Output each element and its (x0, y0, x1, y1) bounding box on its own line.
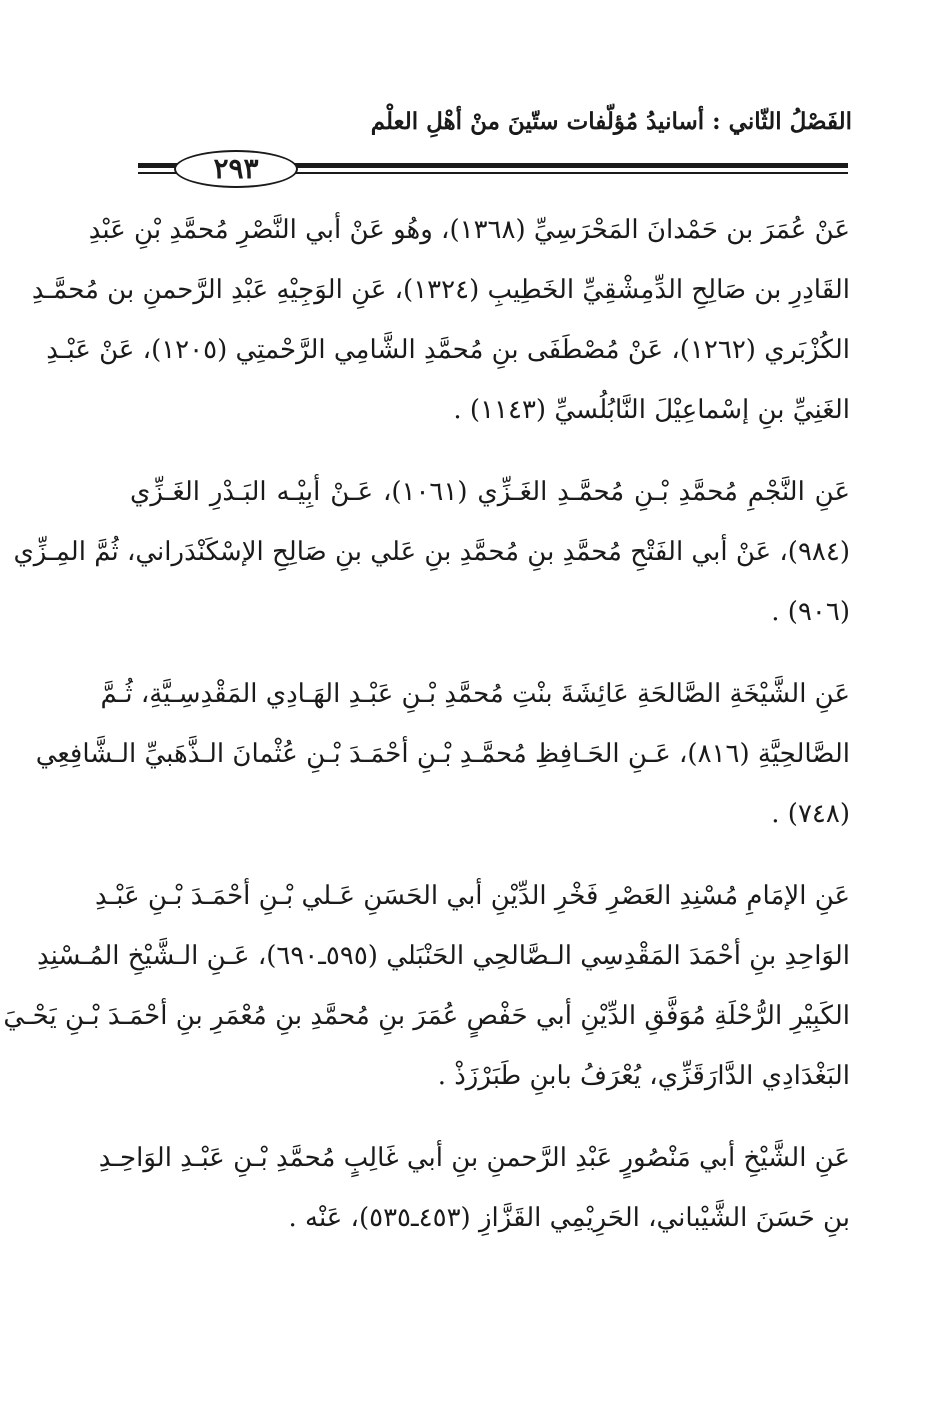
header-rule (138, 150, 848, 190)
text-line: القَادِرِ بن صَالِحِ الدِّمِشْقِيِّ الخَطِيبِ (١٣٢٤)، عَنِ الوَجِيْهِ عَبْدِ الرَّحمنِ بن مُحمَّـدِ (31, 275, 850, 305)
page-number: ٢٩٣ (174, 150, 298, 188)
text-line: (٩٨٤)، عَنْ أبي الفَتْحِ مُحمَّدِ بنِ مُحمَّدِ بنِ عَلي بنِ صَالِحِ الإسْكَنْدَراني، ثُمَّ المِـزِّي (13, 537, 850, 567)
text-line: عَنِ الإمَامِ مُسْنِدِ العَصْرِ فَخْرِ الدِّيْنِ أبي الحَسَنِ عَـلي بْـنِ أحْمَـدَ بْـنِ عَبْـدِ (94, 881, 850, 911)
paragraph-1 (31, 200, 850, 440)
text-line: عَنِ الشَّيْخِ أبي مَنْصُورٍ عَبْدِ الرَّحمنِ بنِ أبي غَالِبٍ مُحمَّدِ بْـنِ عَبْـدِ الوَاحِـدِ (98, 1143, 850, 1173)
running-header: الفَصْلُ الثّاني : أسانيدُ مُؤلّفات ستّينَ منْ أهْلِ العلْم (370, 108, 852, 135)
text-line: الغَنِيِّ بنِ إسْماعِيْلَ النَّابُلُسيِّ (١١٤٣) . (453, 395, 850, 425)
body-text (3, 200, 850, 1270)
text-line: الصَّالحِيَّةِ (٨١٦)، عَـنِ الحَـافِظِ مُحمَّـدِ بْـنِ أحْمَـدَ بْـنِ عُثْمانَ الـذَّهَبيِّ الـشَّافِعِي (35, 739, 850, 769)
text-line: (٩٠٦) . (771, 597, 850, 627)
text-line: الوَاحِدِ بنِ أحْمَدَ المَقْدِسِي الـصَّالحِي الحَنْبَلي (٥٩٥ـ٦٩٠)، عَـنِ الـشَّيْخِ المُـسْنِدِ (37, 941, 850, 971)
text-line: البَغْدَادِي الدَّارَقَزِّي، يُعْرَفُ بابنِ طَبَرْزَذْ . (437, 1061, 850, 1091)
text-line: عَنِ النَّجْمِ مُحمَّدِ بْـنِ مُحمَّـدِ الغَـزِّي (١٠٦١)، عَـنْ أبِيْـه البَـدْرِ الغَـزِّي (130, 477, 850, 507)
paragraph-3 (35, 664, 850, 844)
text-line: الكُزْبَري (١٢٦٢)، عَنْ مُصْطَفَى بنِ مُحمَّدِ الشَّامِي الرَّحْمتِي (١٢٠٥)، عَنْ عَبْـدِ (46, 335, 850, 365)
text-line: عَنِ الشَّيْخَةِ الصَّالحَةِ عَائِشَةَ بنْتِ مُحمَّدِ بْـنِ عَبْـدِ الهَـادِي المَقْدِسِـيَّةِ، ثُـمَّ (100, 679, 850, 709)
text-line: (٧٤٨) . (771, 799, 850, 829)
text-line: بنِ حَسَنَ الشَّيْباني، الحَرِيْمِي القَزَّازِ (٤٥٣ـ٥٣٥)، عَنْه . (288, 1203, 850, 1233)
text-line: عَنْ عُمَرَ بن حَمْدانَ المَحْرَسِيِّ (١٣٦٨)، وهُو عَنْ أبي النَّصْرِ مُحمَّدِ بْنِ عَبْدِ (88, 215, 850, 245)
paragraph-2 (13, 462, 850, 642)
paragraph-4 (3, 866, 850, 1106)
text-line: الكَبِيْرِ الرُّحْلَةِ مُوَفَّقِ الدِّيْنِ أبي حَفْصٍ عُمَرَ بنِ مُحمَّدِ بنِ مُعْمَرِ بنِ أحْمَـدَ بْـنِ يَحْـيَ (3, 1001, 850, 1031)
paragraph-5 (98, 1128, 850, 1248)
